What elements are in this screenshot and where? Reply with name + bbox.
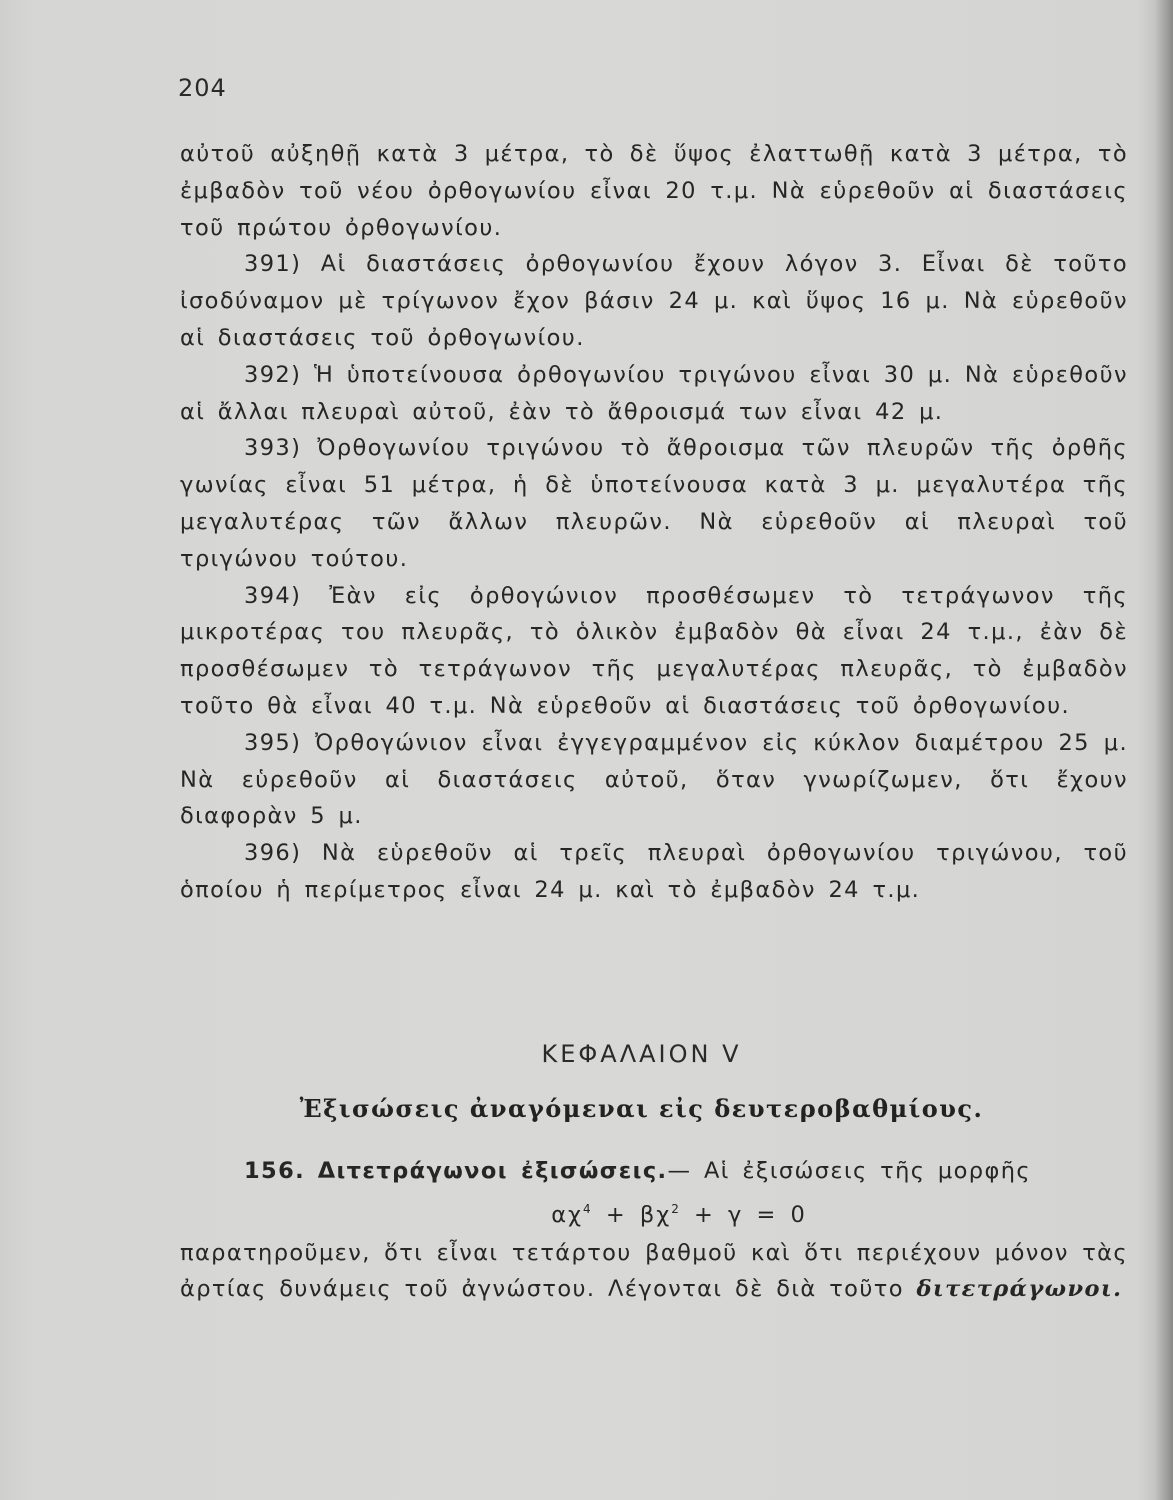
page-number: 204 (178, 74, 227, 102)
section-156-body (180, 1235, 1128, 1307)
exercise-391: 391) Αἱ διαστάσεις ὀρθογωνίου ἔχουν λόγον 3. Εἶναι δὲ τοῦτο ἰσοδύναμον μὲ τρίγωνον ἔχον βάσιν 24 μ. καὶ ὕψος 16 μ. Νὰ εὑρεθοῦν αἱ διαστάσεις τοῦ ὀρθογωνίου. (180, 251, 1128, 351)
section-title: Ἐξισώσεις ἀναγόμεναι εἰς δευτεροβαθμίους. (299, 1094, 984, 1123)
exercise-394: 394) Ἐὰν εἰς ὀρθογώνιον προσθέσωμεν τὸ τετράγωνον τῆς μικροτέρας του πλευρᾶς, τὸ ὁλικὸν ἐμβαδὸν θὰ εἶναι 24 τ.μ., ἐὰν δὲ προσθέσωμεν τὸ τετράγωνον τῆς μεγαλυτέρας πλευρᾶς, τὸ ἐμβαδὸν τοῦτο θὰ εἶναι 40 τ.μ. Νὰ εὑρεθοῦν αἱ διαστάσεις τοῦ ὀρθογωνίου. (180, 582, 1128, 719)
chapter-heading: ΚΕΦΑΛΑΙΟΝ V (541, 1040, 742, 1068)
eq-rest: + γ = 0 (680, 1202, 807, 1228)
section-number: 156. (244, 1158, 306, 1184)
exercise-395: 395) Ὀρθογώνιον εἶναι ἐγγεγραμμένον εἰς κύκλον διαμέτρου 25 μ. Νὰ εὑρεθοῦν αἱ διαστάσεις αὐτοῦ, ὅταν γνωρίζωμεν, ὅτι ἔχουν διαφορὰν 5 μ. (180, 729, 1128, 830)
eq-term-a: αχ (551, 1202, 584, 1228)
paragraph-continuation: αὐτοῦ αὐξηθῇ κατὰ 3 μέτρα, τὸ δὲ ὕψος ἐλαττωθῇ κατὰ 3 μέτρα, τὸ ἐμβαδὸν τοῦ νέου ὀρθογωνίου εἶναι 20 τ.μ. Νὰ εὑρεθοῦν αἱ διαστάσεις τοῦ πρώτου ὀρθογωνίου. (180, 141, 1128, 241)
exercise-list (180, 136, 1128, 909)
page-edge-shadow (1155, 0, 1173, 1500)
eq-plus: + (592, 1202, 640, 1228)
section-156 (180, 1153, 1128, 1307)
exercise-396: 396) Νὰ εὑρεθοῦν αἱ τρεῖς πλευραὶ ὀρθογωνίου τριγώνου, τοῦ ὁποίου ἡ περίμετρος εἶναι 24 μ. καὶ τὸ ἐμβαδὸν 24 τ.μ. (180, 840, 1128, 903)
section-body-text: παρατηροῦμεν, ὅτι εἶναι τετάρτου βαθμοῦ καὶ ὅτι περιέχουν μόνον τὰς ἀρτίας δυνάμεις τοῦ ἀγνώστου. Λέγονται δὲ διὰ τοῦτο (180, 1240, 1128, 1302)
section-lead-text: — Αἱ ἐξισώσεις τῆς μορφῆς (667, 1158, 1031, 1184)
eq-exp-2: 2 (671, 1202, 681, 1216)
eq-exp-4: 4 (583, 1202, 593, 1216)
biquadratic-equation (180, 1191, 1128, 1233)
eq-term-b: βχ (639, 1202, 672, 1228)
exercise-392: 392) Ἡ ὑποτείνουσα ὀρθογωνίου τριγώνου εἶναι 30 μ. Νὰ εὑρεθοῦν αἱ ἄλλαι πλευραὶ αὐτοῦ, ἐὰν τὸ ἄθροισμά των εἶναι 42 μ. (180, 361, 1128, 425)
section-heading: Διτετράγωνοι ἐξισώσεις. (317, 1158, 668, 1184)
exercise-393: 393) Ὀρθογωνίου τριγώνου τὸ ἄθροισμα τῶν πλευρῶν τῆς ὀρθῆς γωνίας εἶναι 51 μέτρα, ἡ δὲ ὑποτείνουσα κατὰ 3 μ. μεγαλυτέρα τῆς μεγαλυτέρας τῶν ἄλλων πλευρῶν. Νὰ εὑρεθοῦν αἱ πλευραὶ τοῦ τριγώνου τούτου. (180, 435, 1128, 572)
section-156-lead (180, 1153, 1128, 1189)
defined-term: διτετράγωνοι. (916, 1276, 1123, 1302)
